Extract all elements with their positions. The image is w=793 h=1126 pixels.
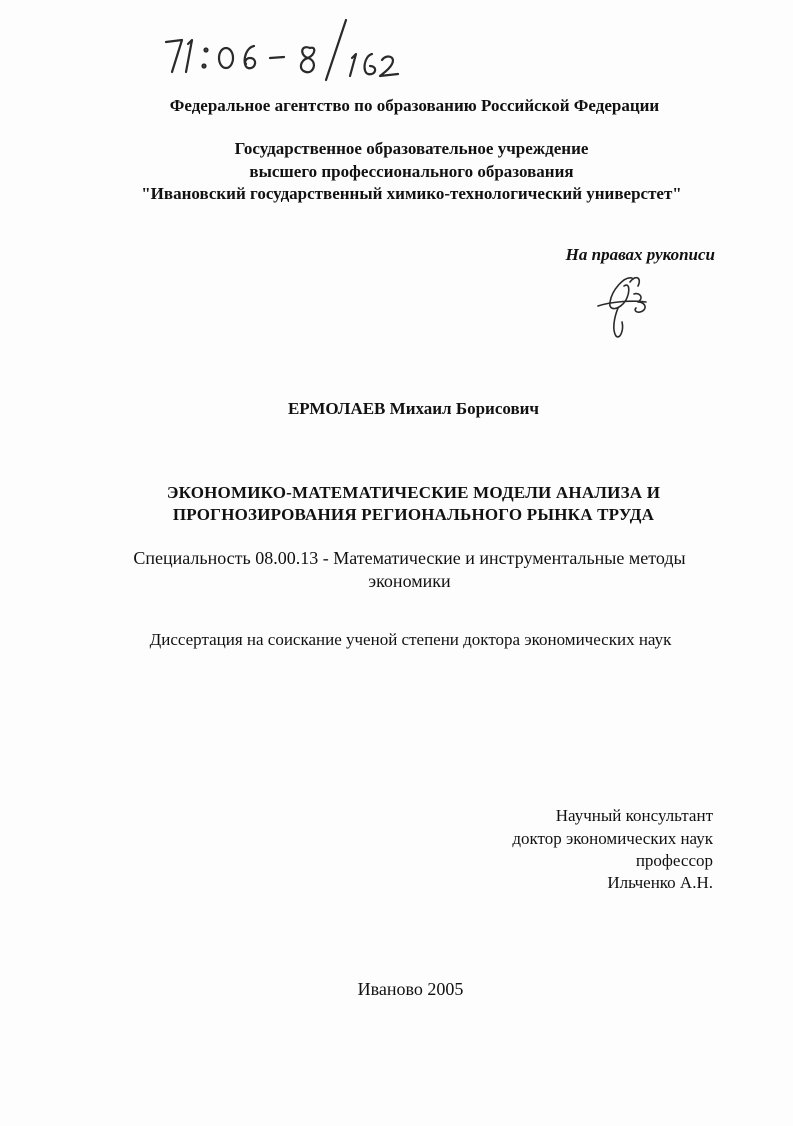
handwritten-number-drawing (160, 14, 410, 84)
author-name: ЕРМОЛАЕВ Михаил Борисович (287, 399, 540, 418)
consultant-rank: профессор (635, 851, 713, 870)
institution-line-3: "Ивановский государственный химико-технологический универстет" (141, 184, 682, 203)
city-year: Иваново 2005 (357, 979, 464, 999)
specialty-line-2: экономики (368, 571, 451, 591)
signature (590, 272, 660, 344)
consultant-role: Научный консультант (555, 806, 713, 825)
institution-line-2: высшего профессионального образования (249, 162, 574, 181)
dissertation-degree: Диссертация на соискание ученой степени доктора экономических наук (149, 630, 672, 649)
institution-line-1: Государственное образовательное учреждение (234, 139, 589, 158)
thesis-title-line-2: ПРОГНОЗИРОВАНИЯ РЕГИОНАЛЬНОГО РЫНКА ТРУДА (172, 505, 655, 524)
thesis-title-line-1: ЭКОНОМИКО-МАТЕМАТИЧЕСКИЕ МОДЕЛИ АНАЛИЗА И (166, 483, 661, 502)
agency-name: Федеральное агентство по образованию Российской Федерации (169, 96, 660, 115)
handwritten-catalog-number (160, 14, 410, 84)
consultant-name: Ильченко А.Н. (607, 873, 713, 892)
manuscript-rights-note: На правах рукописи (565, 245, 715, 264)
specialty-line-1: Специальность 08.00.13 - Математические и инструментальные методы (133, 548, 686, 568)
consultant-degree: доктор экономических наук (512, 829, 713, 848)
